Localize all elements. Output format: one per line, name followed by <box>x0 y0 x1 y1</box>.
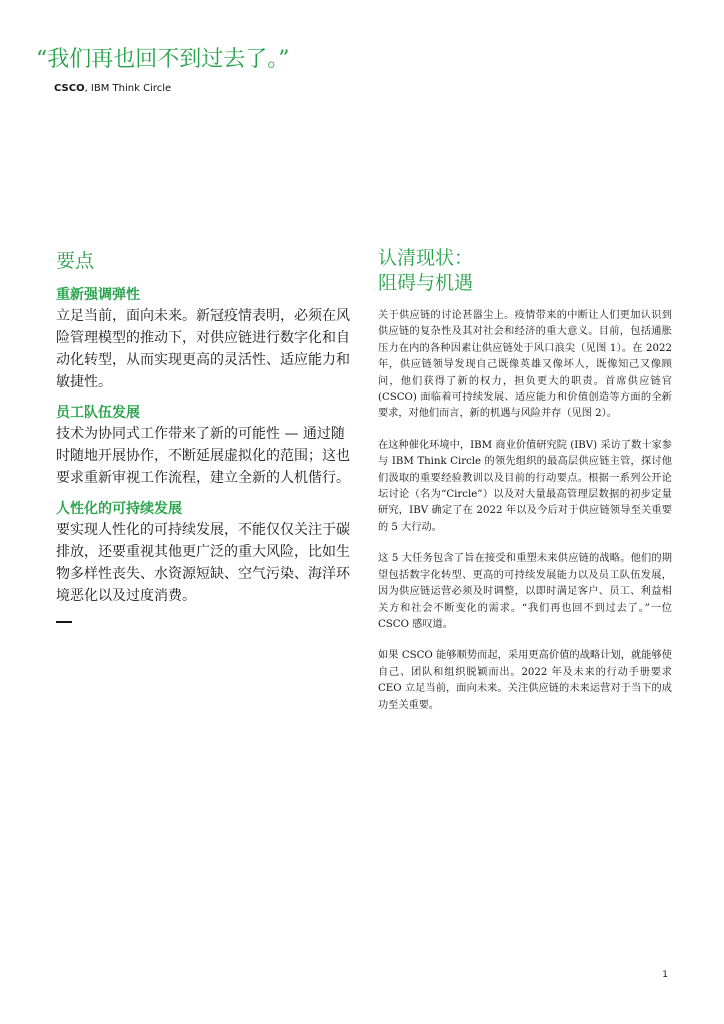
attribution-source: , IBM Think Circle <box>84 83 172 94</box>
body-paragraph: 在这种催化环境中，IBM 商业价值研究院 (IBV) 采访了数十家参与 IBM Think Circle 的领先组织的最高层供应链主管，探讨他们汲取的重要经验教训以及目前的行动要点。根据一系列公开论坛讨论（名为“Circle”）以及对大量最高管理层数据的初步定量研究，IBV 确定了在 2022 年以及今后对于供应链领导至关重要的 5 大行动。 <box>378 439 672 533</box>
key-point-title: 人性化的可持续发展 <box>56 501 182 517</box>
section-heading-line1: 认清现状： <box>378 247 474 269</box>
section-heading <box>378 246 672 296</box>
pull-quote: “我们再也回不到过去了。” <box>36 47 290 72</box>
key-point-body: 立足当前，面向未来。新冠疫情表明，必须在风险管理模型的推动下，对供应链进行数字化和自动化转型，从而实现更高的灵活性、适应能力和敏捷性。 <box>56 308 350 390</box>
key-point-body: 技术为协同式工作带来了新的可能性 — 通过随时随地开展协作，不断延展虚拟化的范围；这也要求重新审视工作流程，建立全新的人机偕行。 <box>56 426 350 486</box>
key-point-title: 重新强调弹性 <box>56 287 140 303</box>
key-point-item <box>56 285 352 393</box>
quote-attribution <box>54 83 171 94</box>
section-heading-line2: 阻碍与机遇 <box>378 272 474 294</box>
page-number: 1 <box>662 970 668 980</box>
attribution-role: CSCO <box>54 83 85 94</box>
body-paragraph: 这 5 大任务包含了旨在接受和重塑未来供应链的战略。他们的期望包括数字化转型、更高的可持续发展能力以及员工队伍发展，因为供应链运营必须及时调整，以即时满足客户、员工、利益相关方和社会不断变化的需求。“我们再也回不到过去了。”一位 CSCO 感叹道。 <box>378 553 672 630</box>
section-divider-dash <box>56 621 72 623</box>
body-paragraph: 如果 CSCO 能够顺势而起，采用更高价值的战略计划，就能够使自己、团队和组织脱颖而出。2022 年及未来的行动手册要求 CEO 立足当前，面向未来。关注供应链的未来运营对于当下的成功至关重要。 <box>378 650 672 711</box>
key-point-item <box>56 403 352 489</box>
key-point-title: 员工队伍发展 <box>56 405 140 421</box>
key-points-heading: 要点 <box>56 250 95 272</box>
key-point-item <box>56 499 352 607</box>
current-state-section <box>378 246 672 729</box>
key-points-section <box>56 246 352 623</box>
key-point-body: 要实现人性化的可持续发展，不能仅仅关注于碳排放，还要重视其他更广泛的重大风险，比如生物多样性丧失、水资源短缺、空气污染、海洋环境恶化以及过度消费。 <box>56 522 350 604</box>
body-paragraph: 关于供应链的讨论甚嚣尘上。疫情带来的中断让人们更加认识到供应链的复杂性及其对社会和经济的重大意义。目前，包括通胀压力在内的各种因素让供应链处于风口浪尖（见图 1）。在 2022 年，供应链领导发现自己既像英雄又像坏人，既像知己又像顾问，他们获得了新的权力，担负更大的职责。首席供应链官(CSCO) 面临着可持续发展、适应能力和价值创造等方面的全新要求，对他们而言，新的机遇与风险并存（见图 2）。 <box>378 310 672 420</box>
